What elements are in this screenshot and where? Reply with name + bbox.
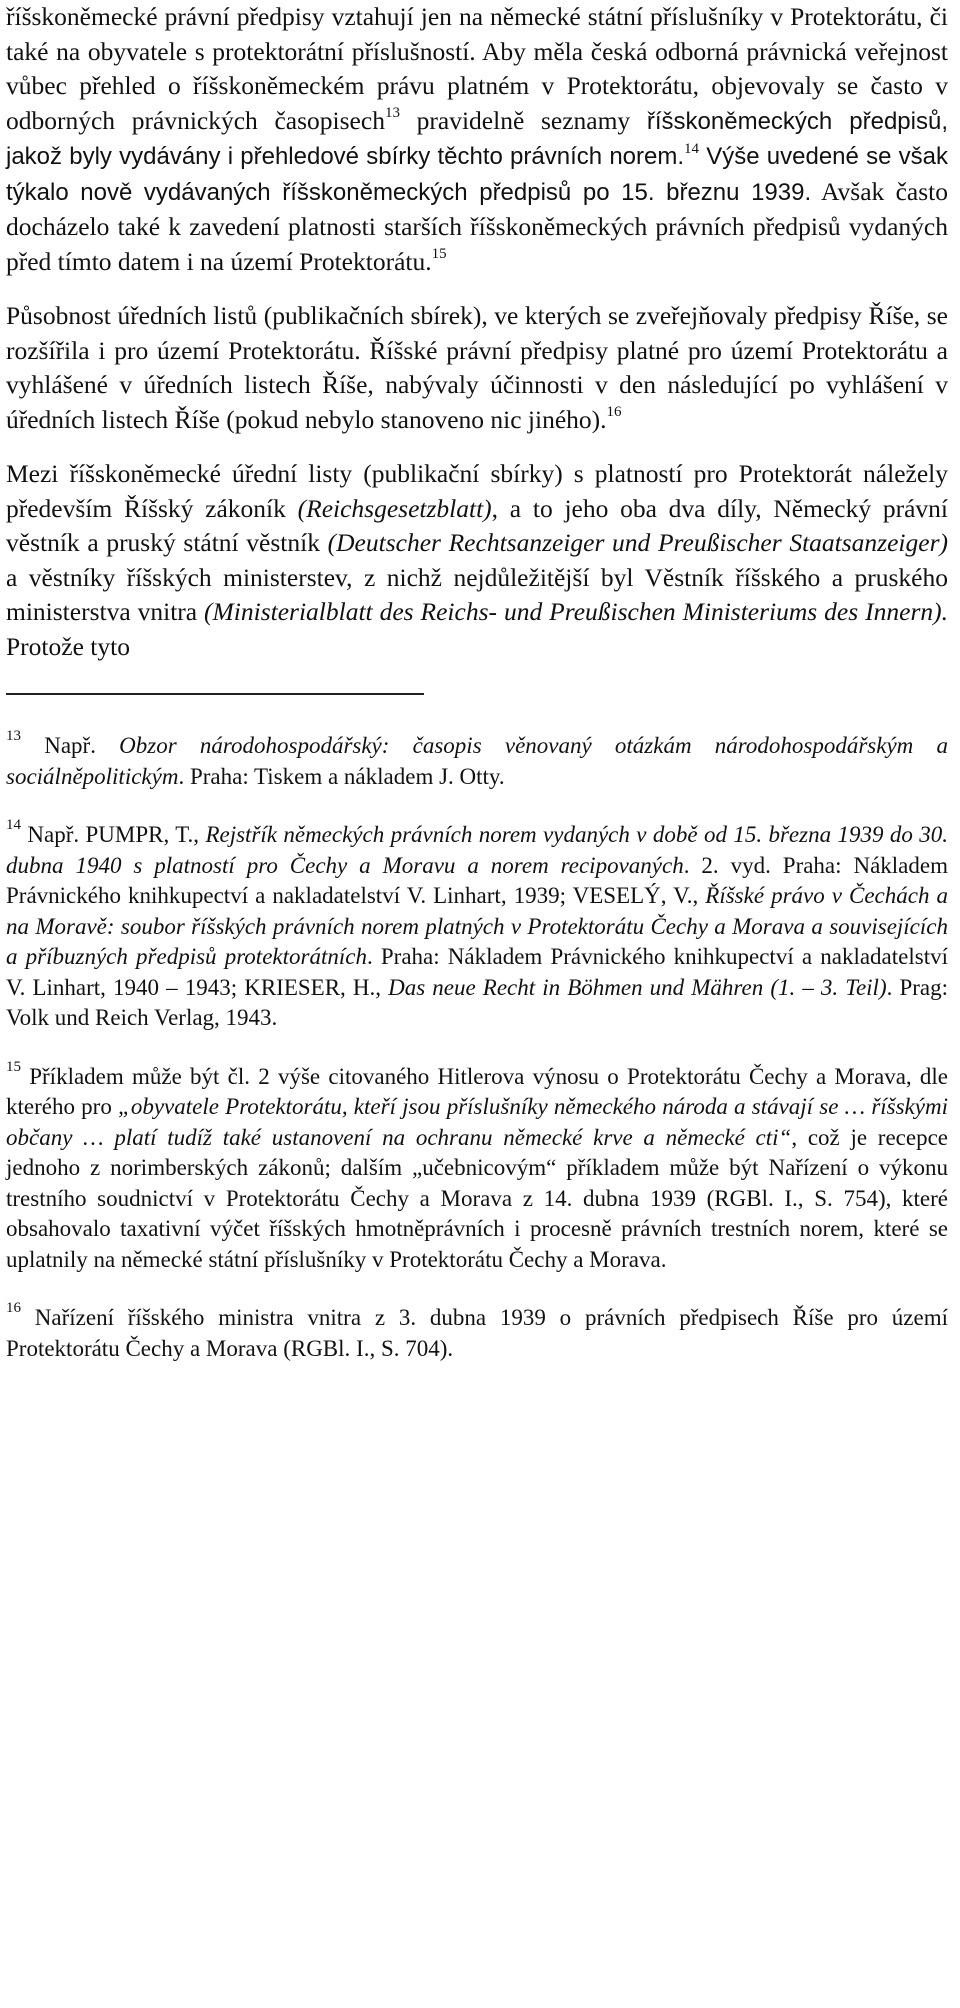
footnote-14	[6, 817, 949, 1034]
footnote-16	[6, 1300, 948, 1364]
footnote-ref-14[interactable]: 14	[684, 140, 700, 157]
footnote-14-text-b: . 2. vyd. Praha: Nákladem Právnického knihkupectví a nakladatelství V. Linhart, 1939; VESELÝ, V.,	[6, 852, 948, 908]
footnote-16-text-a: Nařízení říšského ministra vnitra z 3. dubna 1939 o právních předpisech Říše pro území Protektorátu Čechy a Morava (RGBl. I., S. 704).	[6, 1305, 948, 1361]
footnote-14-number: 14	[6, 817, 21, 834]
document-page	[6, 0, 948, 1364]
paragraph-1-text-b: pravidelně seznamy	[399, 105, 647, 135]
paragraph-3-italic-1: (Reichsgesetzblatt)	[297, 493, 492, 523]
footnote-13-text-a: Např.	[21, 733, 120, 758]
paragraph-3-text-d: Protože tyto	[6, 631, 130, 661]
body-text	[6, 0, 948, 664]
footnote-15	[6, 1058, 949, 1276]
paragraph-1	[6, 0, 948, 279]
paragraph-3-italic-3: (Ministerialblatt des Reichs- und Preußischen Ministeriums des Innern).	[204, 597, 948, 626]
footnote-separator	[6, 693, 424, 695]
footnote-14-text-c: . Praha: Nákladem Právnického knihkupectví a nakladatelství V. Linhart, 1940 – 1943; KRIESER, H.,	[6, 944, 948, 1000]
footnote-13-number: 13	[6, 728, 21, 745]
paragraph-2-text-a: Působnost úředních listů (publikačních sbírek), ve kterých se zveřejňovaly předpisy Říše, se rozšířila i pro území Protektorátu. Říšské právní předpisy platné pro území Protektorátu a vyhlášené v úředních listech Říše, nabývaly účinnosti v den následující po vyhlášení v úředních listech Říše (pokud nebylo stanoveno nic jiného).	[6, 301, 948, 434]
footnote-15-text-b: , což je recepce jednoho z norimberských zákonů; dalším „učebnicovým“ příkladem může být Nařízení o výkonu trestního soudnictví v Protektorátu Čechy a Morava z 14. dubna 1939 (RGBl. I., S. 754), které obsahovalo taxativní výčet říšských hmotněprávních i procesně právních trestních norem, které se uplatnily na německé státní příslušníky v Protektorátu Čechy a Morava.	[6, 1124, 949, 1272]
footnote-13-text-b: . Praha: Tiskem a nákladem J. Otty.	[178, 763, 505, 789]
paragraph-1-text-c: Avšak často docházelo také k zavedení platnosti starších říšskoněmeckých právních předpisů vydaných před tímto datem i na území Protektorátu.	[6, 176, 948, 276]
footnote-14-italic-1: Rejstřík německých právních norem vydaných v době od 15. března 1939 do 30. dubna 1940 s platností pro Čechy a Moravu a norem recipovaných	[6, 822, 948, 878]
footnote-14-italic-2: Říšské právo v Čechách a na Moravě: soubor říšských právních norem platných v Protektorátu Čechy a Morava a souvisejících a příbuzných předpisů protektorátních	[6, 883, 948, 969]
footnote-ref-13[interactable]: 13	[384, 105, 400, 121]
footnote-13-italic-1: Obzor národohospodářský: časopis věnovaný otázkám národohospodářským a sociálněpolitickým	[6, 733, 948, 789]
paragraph-3-text-b: , a to jeho oba dva díly, Německý právní věstník a pruský státní věstník	[6, 493, 948, 557]
paragraph-2	[6, 299, 948, 437]
footnote-15-text-a: Příkladem může být čl. 2 výše citovaného Hitlerova výnosu o Protektorátu Čechy a Morava, dle kterého pro	[6, 1063, 948, 1119]
footnotes	[6, 728, 949, 1364]
footnote-ref-15[interactable]: 15	[431, 246, 447, 262]
paragraph-1-text-a: říšskoněmecké právní předpisy vztahují jen na německé státní příslušníky v Protektorátu, či také na obyvatele s protektorátní příslušností. Aby měla česká odborná právnická veřejnost vůbec přehled o říšskoněmeckém právu platném v Protektorátu, objevovaly se často v odborných právnických časopisech	[6, 2, 948, 135]
paragraph-1-sans-text-1: říšskoněmeckých předpisů, jakož byly vydávány i přehledové sbírky těchto právních norem.	[6, 107, 949, 170]
paragraph-1-sans-text-2: Výše uvedené se však týkalo nově vydávaných říšskoněmeckých předpisů po 15. březnu 1939.	[6, 143, 948, 206]
paragraph-3-text-c: a věstníky říšských ministerstev, z nichž nejdůležitější byl Věstník říšského a pruského ministerstva vnitra	[6, 562, 948, 626]
footnote-ref-16[interactable]: 16	[606, 404, 622, 420]
footnote-15-number: 15	[6, 1058, 21, 1075]
paragraph-3	[6, 457, 948, 664]
footnote-14-text-d: . Prag: Volk und Reich Verlag, 1943.	[6, 974, 949, 1030]
footnote-15-italic-1: „obyvatele Protektorátu, kteří jsou příslušníky německého národa a stávají se … říšskými občany … platí tudíž také ustanovení na ochranu německé krve a německé cti“	[6, 1094, 948, 1150]
paragraph-3-italic-2: (Deutscher Rechtsanzeiger und Preußischer Staatsanzeiger)	[327, 528, 948, 557]
footnote-14-italic-3: Das neue Recht in Böhmen und Mähren (1. – 3. Teil)	[388, 974, 887, 1000]
footnote-16-number: 16	[6, 1300, 21, 1317]
paragraph-3-text-a: Mezi říšskoněmecké úřední listy (publikační sbírky) s platností pro Protektorát náležely především Říšský zákoník	[6, 459, 948, 523]
footnote-13	[6, 728, 948, 792]
footnote-14-text-a: Např. PUMPR, T.,	[21, 822, 206, 847]
